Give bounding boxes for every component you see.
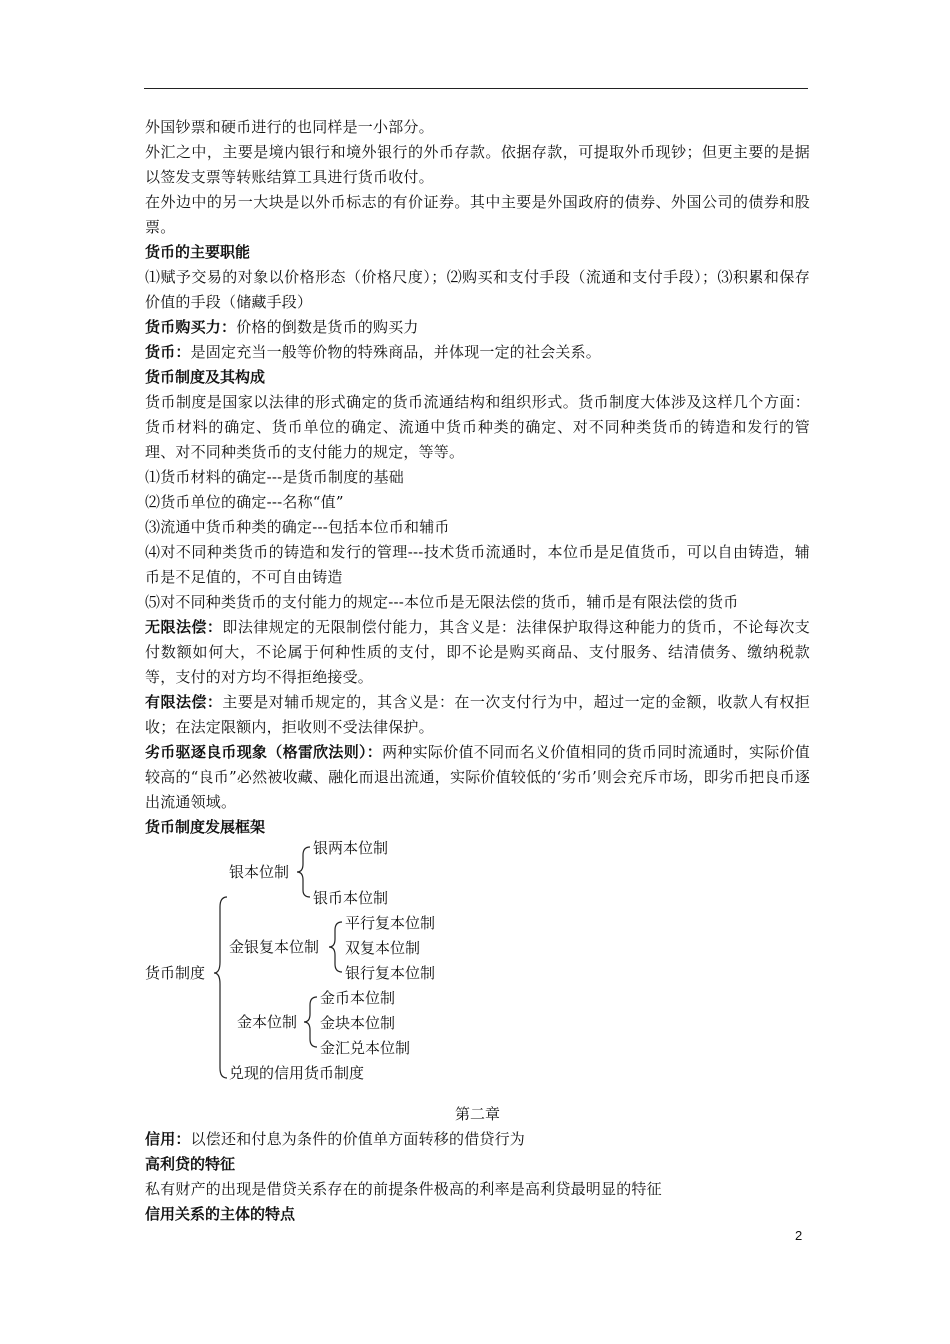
definition-text: 两种实际价值不同而名义价值相同的货币同时流通时，实际价值较高的“良币”必然被收藏、融化而退出流通，实际价值较低的‘劣币’则会充斥市场，即劣币把良币逐出流通领域。 [145, 743, 810, 811]
definition-text: 即法律规定的无限制偿付能力，其含义是：法律保护取得这种能力的货币，不论每次支付数额如何大，不论属于何种性质的支付，即不论是购买商品、支付服务、结清债务、缴纳税款等，支付的对方均不得拒绝接受。 [145, 618, 810, 686]
section-heading: 货币制度发展框架 [145, 818, 266, 836]
term: 货币： [145, 343, 191, 361]
tree-leaf: 金汇兑本位制 [320, 1039, 411, 1057]
page-number: 2 [795, 1228, 803, 1243]
tree-leaf: 双复本位制 [345, 939, 421, 957]
tree-node-credit: 兑现的信用货币制度 [229, 1064, 365, 1082]
tree-leaf: 金币本位制 [320, 989, 396, 1007]
paragraph: 外汇之中，主要是境内银行和境外银行的外币存款。依据存款，可提取外币现钞；但更主要的是据以签发支票等转账结算工具进行货币收付。 [145, 143, 810, 186]
tree-leaf: 银行复本位制 [345, 964, 436, 982]
paragraph: 在外边中的另一大块是以外币标志的有价证券。其中主要是外国政府的债券、外国公司的债券和股票。 [145, 193, 810, 236]
silver-brace [297, 847, 310, 897]
definition-credit [145, 1127, 810, 1152]
list-item: ⑷对不同种类货币的铸造和发行的管理---技术货币流通时，本位币是足值货币，可以自由铸造，辅币是不足值的，不可自由铸造 [145, 543, 810, 586]
section-heading: 信用关系的主体的特点 [145, 1205, 296, 1223]
definition-text: 主要是对辅币规定的，其含义是：在一次支付行为中，超过一定的金额，收款人有权拒收；在法定限额内，拒收则不受法律保护。 [145, 693, 810, 736]
tree-node-gold: 金本位制 [237, 1013, 298, 1031]
gold-brace [304, 997, 317, 1047]
term: 无限法偿： [145, 618, 223, 636]
definition-text: 以偿还和付息为条件的价值单方面转移的借贷行为 [190, 1130, 526, 1148]
monetary-system-tree [145, 839, 810, 1102]
term: 劣币驱逐良币现象（格雷欣法则）： [145, 743, 383, 761]
definition-money [145, 340, 810, 365]
definition-greshams-law [145, 740, 810, 815]
list-item: ⑶流通中货币种类的确定---包括本位币和辅币 [145, 518, 450, 536]
tree-node-silver: 银本位制 [229, 863, 290, 881]
paragraph: 外国钞票和硬币进行的也同样是一小部分。 [145, 118, 434, 136]
term: 货币购买力： [145, 318, 237, 336]
tree-leaf: 金块本位制 [320, 1014, 396, 1032]
chapter-title: 第二章 [454, 1105, 500, 1123]
definition-limited-legal-tender [145, 690, 810, 740]
term: 有限法偿： [145, 693, 223, 711]
definition-text: 是固定充当一般等价物的特殊商品，并体现一定的社会关系。 [190, 343, 602, 361]
list-item: ⑸对不同种类货币的支付能力的规定---本位币是无限法偿的货币，辅币是有限法偿的货币 [145, 593, 739, 611]
tree-leaf: 银币本位制 [313, 889, 389, 907]
paragraph: 货币制度是国家以法律的形式确定的货币流通结构和组织形式。货币制度大体涉及这样几个方面：货币材料的确定、货币单位的确定、流通中货币种类的确定、对不同种类货币的铸造和发行的管理、对不同种类货币的支付能力的规定，等等。 [145, 393, 810, 461]
page-body [145, 115, 810, 1227]
term: 信用： [145, 1130, 191, 1148]
tree-root: 货币制度 [145, 964, 206, 982]
section-heading: 高利贷的特征 [145, 1155, 236, 1173]
bimetal-brace [329, 922, 342, 972]
section-heading: 货币制度及其构成 [145, 368, 266, 386]
section-heading: 货币的主要职能 [145, 243, 251, 261]
tree-leaf: 银两本位制 [313, 839, 389, 857]
paragraph: ⑴赋予交易的对象以价格形态（价格尺度）；⑵购买和支付手段（流通和支付手段）；⑶积累和保存价值的手段（储藏手段） [145, 268, 810, 311]
root-brace [214, 897, 227, 1078]
header-rule [144, 88, 808, 89]
paragraph: 私有财产的出现是借贷关系存在的前提条件极高的利率是高利贷最明显的特征 [145, 1180, 662, 1198]
definition-unlimited-legal-tender [145, 615, 810, 690]
list-item: ⑵货币单位的确定---名称“值” [145, 493, 344, 511]
list-item: ⑴货币材料的确定---是货币制度的基础 [145, 468, 405, 486]
tree-node-bimetal: 金银复本位制 [229, 938, 320, 956]
definition-purchasing-power [145, 315, 810, 340]
definition-text: 价格的倒数是货币的购买力 [236, 318, 419, 336]
tree-leaf: 平行复本位制 [345, 914, 436, 932]
